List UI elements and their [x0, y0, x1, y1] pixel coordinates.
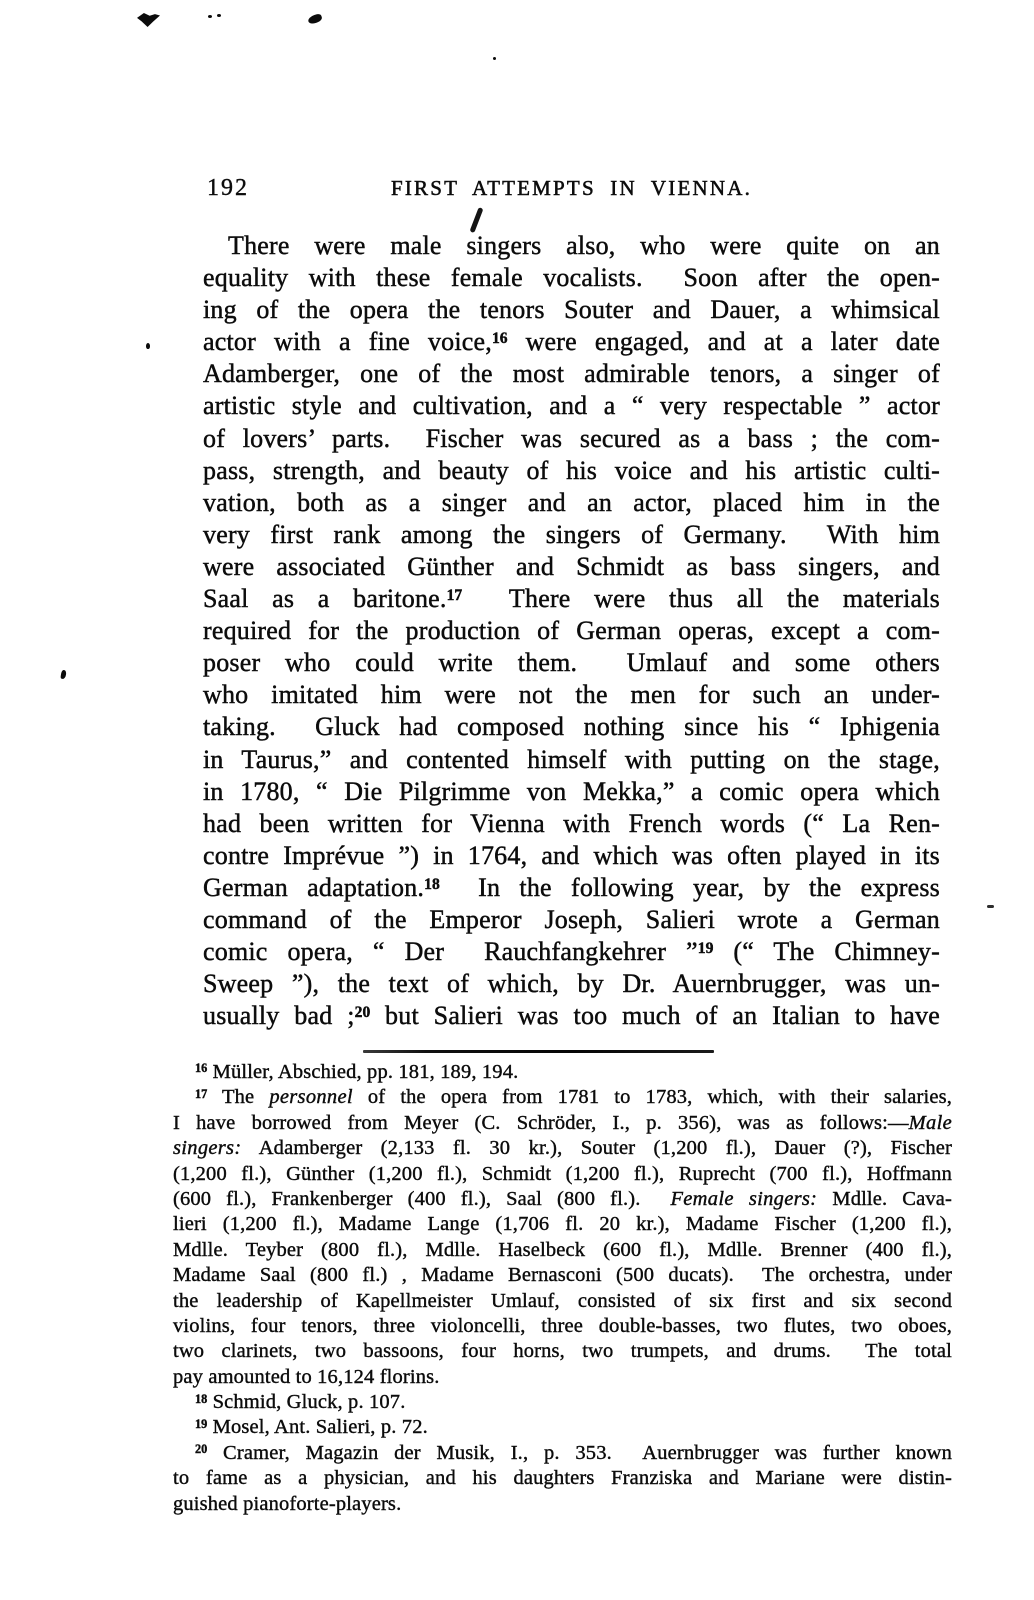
body-line: actor with a fine voice,$^{16}$ were engaged, and at a later date	[203, 327, 940, 357]
footnote-line: $^{18}$ Schmid, Gluck, p. 107.	[195, 1391, 406, 1414]
body-line: in Taurus,” and contented himself with putting on the stage,	[203, 744, 940, 774]
body-line: taking. Gluck had composed nothing since his “ Iphigenia	[203, 712, 940, 742]
footnote-line: two clarinets, two bassoons, four horns, two trumpets, and drums. The total	[173, 1340, 952, 1363]
footnote-ref: 17	[195, 1086, 208, 1101]
body-line: usually bad ;$^{20}$ but Salieri was too much of an Italian to have	[203, 1001, 940, 1031]
footnote-line: $^{20}$ Cramer, Magazin der Musik, I., p. 353. Auernbrugger was further known	[195, 1441, 952, 1464]
body-line: artistic style and cultivation, and a “ very respectable ” actor	[203, 391, 940, 421]
footnote-ref: 19	[697, 940, 714, 958]
ink-dot-top-1	[208, 15, 212, 18]
body-line: German adaptation.$^{18}$ In the following year, by the express	[203, 872, 940, 902]
margin-comma-left	[60, 670, 66, 680]
footnote-line: singers: Adamberger (2,133 fl. 30 kr.), Souter (1,200 fl.), Dauer (?), Fischer	[173, 1137, 952, 1160]
ink-blob-top-left	[137, 13, 160, 27]
body-line: of lovers’ parts. Fischer was secured as a bass ; the com-	[203, 423, 940, 453]
footnote-ref: 18	[195, 1391, 208, 1406]
footnote-ref: 20	[195, 1442, 208, 1457]
footnote-ref: 20	[354, 1004, 371, 1022]
footnote-line: $^{16}$ Müller, Abschied, pp. 181, 189, 194.	[195, 1061, 519, 1083]
footnote-line: violins, four tenors, three violoncelli, three double-basses, two flutes, two oboes,	[173, 1314, 952, 1337]
body-line: contre Imprévue ”) in 1764, and which was often played in its	[203, 840, 940, 870]
body-line: who imitated him were not the men for such an under-	[203, 680, 940, 710]
running-header	[203, 174, 940, 202]
body-line: vation, both as a singer and an actor, placed him in the	[203, 487, 940, 517]
page-number: 192	[207, 175, 249, 201]
footnote-line: the leadership of Kapellmeister Umlauf, consisted of six first and six second	[173, 1289, 952, 1312]
footnote-line: Mdlle. Teyber (800 fl.), Mdlle. Haselbeck (600 fl.), Mdlle. Brenner (400 fl.),	[173, 1238, 952, 1261]
ink-dot-small	[493, 57, 496, 60]
body-line: command of the Emperor Joseph, Salieri wrote a German	[203, 904, 940, 934]
margin-dot-left	[146, 343, 150, 349]
body-line: in 1780, “ Die Pilgrimme von Mekka,” a comic opera which	[203, 776, 940, 806]
body-line: equality with these female vocalists. Soon after the open-	[203, 263, 940, 293]
body-line: Sweep ”), the text of which, by Dr. Auernbrugger, was un-	[203, 969, 940, 999]
body-line: were associated Günther and Schmidt as bass singers, and	[203, 551, 940, 581]
footnote-line: (1,200 fl.), Günther (1,200 fl.), Schmidt (1,200 fl.), Ruprecht (700 fl.), Hoffmann	[173, 1162, 952, 1185]
footnote-line: (600 fl.), Frankenberger (400 fl.), Saal (800 fl.). Female singers: Mdlle. Cava-	[173, 1187, 952, 1210]
footnote-ref: 19	[195, 1416, 208, 1431]
footnote-line: lieri (1,200 fl.), Madame Lange (1,706 fl. 20 kr.), Madame Fischer (1,200 fl.),	[173, 1213, 952, 1236]
body-line: comic opera, “ Der Rauchfangkehrer ”$^{19}$ (“ The Chimney-	[203, 937, 940, 967]
footnote-line: $^{17}$ The personnel of the opera from 1781 to 1783, which, with their salaries,	[195, 1086, 952, 1109]
body-line: very first rank among the singers of Germany. With him	[203, 519, 940, 549]
ink-dot-top-2	[217, 14, 221, 17]
footnotes-section	[173, 1060, 952, 1517]
footnote-line: to fame as a physician, and his daughters Franziska and Mariane were distin-	[173, 1467, 952, 1490]
footnote-ref: 18	[424, 875, 440, 893]
running-header-title: FIRST ATTEMPTS IN VIENNA.	[390, 176, 753, 200]
footnote-ref: 17	[446, 587, 463, 605]
body-line: had been written for Vienna with French words (“ La Ren-	[203, 808, 940, 838]
footnote-line: guished pianoforte-players.	[173, 1492, 402, 1515]
footnote-line: I have borrowed from Meyer (C. Schröder, I., p. 356), was as follows:—Male	[173, 1111, 952, 1134]
footnote-line: pay amounted to 16,124 florins.	[173, 1365, 440, 1388]
body-line: There were male singers also, who were quite on an	[228, 231, 940, 260]
body-line: pass, strength, and beauty of his voice and his artistic culti-	[203, 455, 940, 485]
body-paragraph	[203, 230, 940, 1032]
footnote-line: Madame Saal (800 fl.) , Madame Bernasconi (500 ducats). The orchestra, under	[173, 1264, 952, 1287]
ink-blob-top-mid	[307, 13, 323, 25]
margin-dash-right	[987, 905, 994, 908]
body-line: poser who could write them. Umlauf and some others	[203, 648, 940, 678]
footnote-separator-rule	[363, 1050, 714, 1053]
footnote-ref: 16	[195, 1061, 208, 1076]
body-line: required for the production of German operas, except a com-	[203, 616, 940, 646]
body-line: Saal as a baritone.$^{17}$ There were thus all the materials	[203, 584, 940, 614]
body-line: Adamberger, one of the most admirable tenors, a singer of	[203, 359, 940, 389]
footnote-ref: 16	[491, 330, 508, 348]
body-line: ing of the opera the tenors Souter and Dauer, a whimsical	[203, 295, 940, 325]
footnote-line: $^{19}$ Mosel, Ant. Salieri, p. 72.	[195, 1416, 428, 1439]
